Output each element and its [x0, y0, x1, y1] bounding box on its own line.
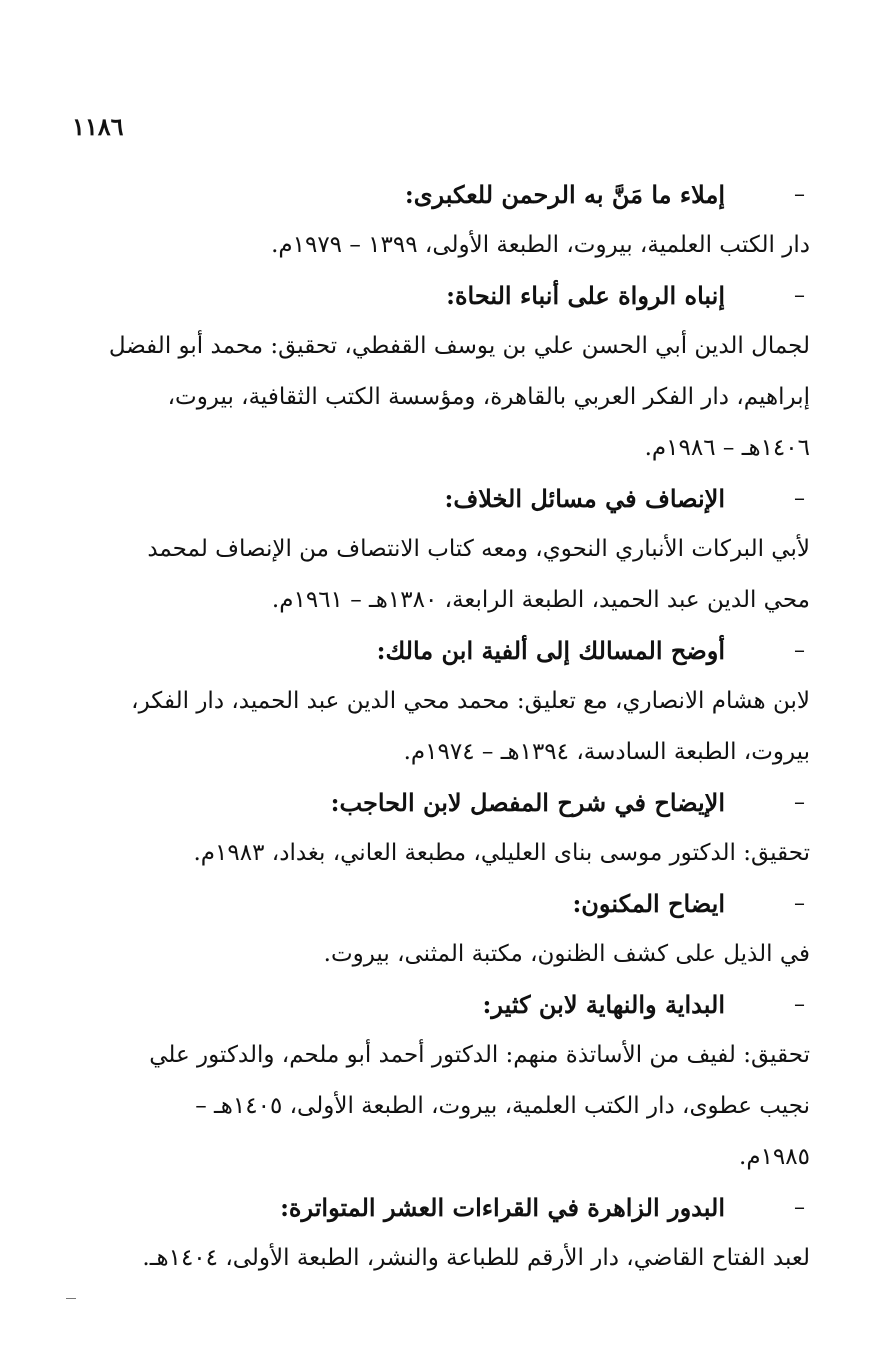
- entry-dash: –: [794, 283, 805, 308]
- entry-title: [70, 1183, 805, 1233]
- entry-title-text: ايضاح المكنون:: [572, 889, 725, 918]
- entry-line: تحقيق: الدكتور موسى بناى العليلي، مطبعة العاني، بغداد، ١٩٨٣م.: [193, 840, 810, 866]
- bibliography-list: [70, 170, 810, 1284]
- bibliography-entry: [70, 170, 810, 271]
- entry-title: [70, 474, 805, 524]
- entry-line: لأبي البركات الأنباري النحوي، ومعه كتاب الانتصاف من الإنصاف لمحمد: [147, 536, 810, 562]
- entry-dash: –: [794, 790, 805, 815]
- entry-dash: –: [794, 486, 805, 511]
- bibliography-entry: [70, 879, 810, 980]
- entry-line: دار الكتب العلمية، بيروت، الطبعة الأولى، ١٣٩٩ – ١٩٧٩م.: [271, 232, 810, 258]
- entry-line: محي الدين عبد الحميد، الطبعة الرابعة، ١٣٨٠هـ – ١٩٦١م.: [271, 587, 810, 613]
- entry-line: نجيب عطوى، دار الكتب العلمية، بيروت، الطبعة الأولى، ١٤٠٥هـ –: [195, 1093, 810, 1119]
- entry-line: ١٤٠٦هـ – ١٩٨٦م.: [644, 435, 810, 461]
- page-mark: [66, 1298, 76, 1299]
- entry-body: [70, 929, 810, 980]
- entry-title: [70, 879, 805, 929]
- entry-line: إبراهيم، دار الفكر العربي بالقاهرة، ومؤسسة الكتب الثقافية، بيروت،: [167, 384, 810, 410]
- page-number: ١١٨٦: [72, 112, 124, 141]
- entry-title-text: الإنصاف في مسائل الخلاف:: [444, 484, 725, 513]
- entry-line: بيروت، الطبعة السادسة، ١٣٩٤هـ – ١٩٧٤م.: [403, 739, 810, 765]
- entry-title-text: إنباه الرواة على أنباء النحاة:: [446, 281, 725, 310]
- bibliography-entry: [70, 980, 810, 1183]
- entry-title: [70, 626, 805, 676]
- bibliography-entry: [70, 778, 810, 879]
- entry-dash: –: [794, 638, 805, 663]
- bibliography-entry: [70, 1183, 810, 1284]
- entry-title-text: إملاء ما مَنَّ به الرحمن للعكبرى:: [404, 180, 725, 209]
- entry-title-text: البدور الزاهرة في القراءات العشر المتواترة:: [280, 1193, 725, 1222]
- entry-title: [70, 170, 805, 220]
- entry-dash: –: [794, 1195, 805, 1220]
- entry-line: لعبد الفتاح القاضي، دار الأرقم للطباعة والنشر، الطبعة الأولى، ١٤٠٤هـ.: [142, 1245, 810, 1271]
- entry-title: [70, 271, 805, 321]
- entry-body: [70, 524, 810, 626]
- entry-dash: –: [794, 182, 805, 207]
- entry-title-text: أوضح المسالك إلى ألفية ابن مالك:: [376, 636, 725, 665]
- entry-line: ١٩٨٥م.: [739, 1144, 810, 1170]
- entry-title-text: البداية والنهاية لابن كثير:: [482, 990, 725, 1019]
- bibliography-entry: [70, 626, 810, 778]
- bibliography-entry: [70, 271, 810, 474]
- entry-title-text: الإيضاح في شرح المفصل لابن الحاجب:: [330, 788, 725, 817]
- entry-title: [70, 980, 805, 1030]
- entry-body: [70, 321, 810, 474]
- entry-line: في الذيل على كشف الظنون، مكتبة المثنى، بيروت.: [323, 941, 810, 967]
- entry-body: [70, 1233, 810, 1284]
- entry-line: لجمال الدين أبي الحسن علي بن يوسف القفطي، تحقيق: محمد أبو الفضل: [108, 333, 810, 359]
- entry-title: [70, 778, 805, 828]
- entry-line: لابن هشام الانصاري، مع تعليق: محمد محي الدين عبد الحميد، دار الفكر،: [131, 688, 810, 714]
- entry-body: [70, 828, 810, 879]
- entry-dash: –: [794, 891, 805, 916]
- entry-body: [70, 676, 810, 778]
- entry-body: [70, 220, 810, 271]
- entry-dash: –: [794, 992, 805, 1017]
- entry-body: [70, 1030, 810, 1183]
- entry-line: تحقيق: لفيف من الأساتذة منهم: الدكتور أحمد أبو ملحم، والدكتور علي: [149, 1042, 810, 1068]
- bibliography-entry: [70, 474, 810, 626]
